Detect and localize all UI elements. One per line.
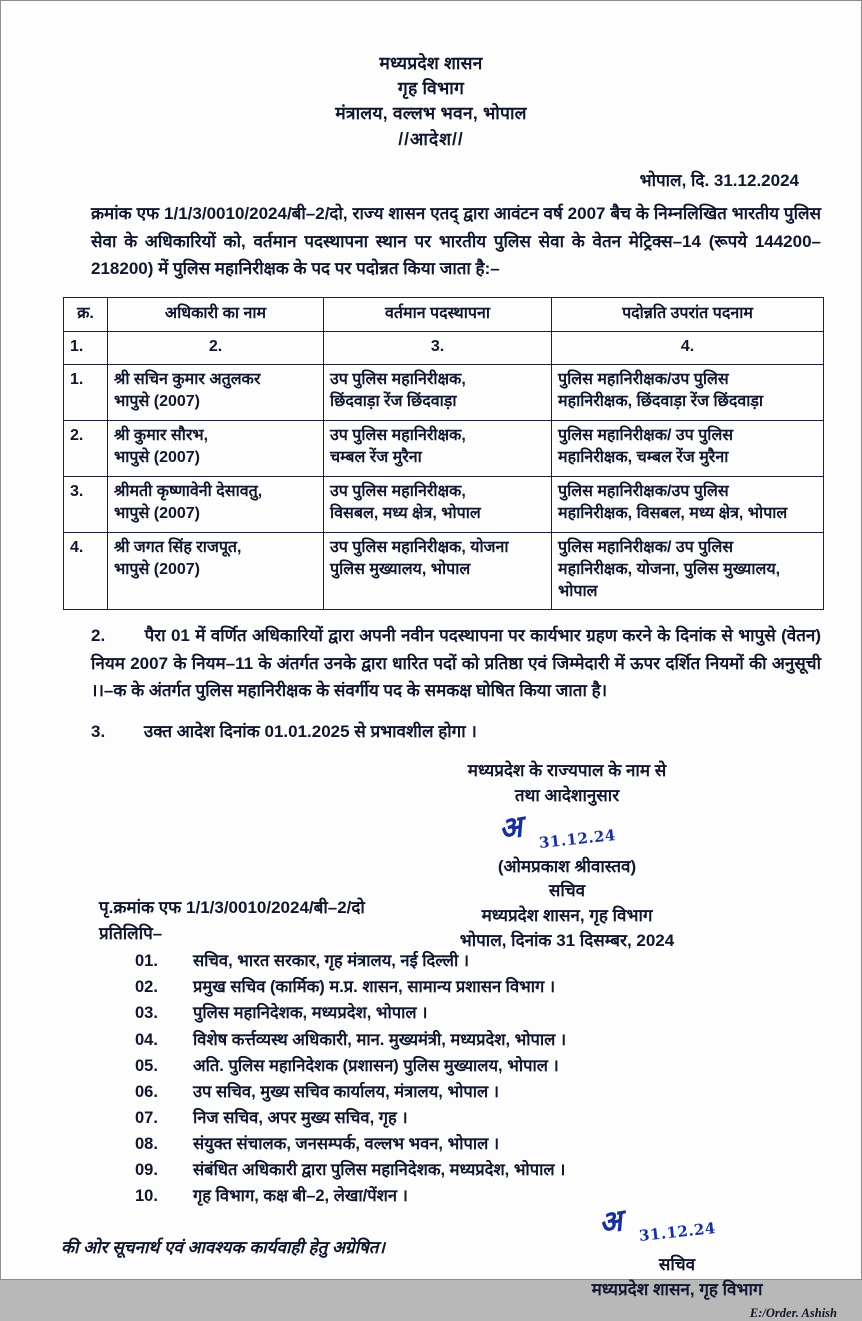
th-current: वर्तमान पदस्थापना	[324, 297, 552, 331]
list-item	[135, 1131, 821, 1157]
list-item-text: संयुक्त संचालक, जनसम्पर्क, वल्लभ भवन, भोपाल ।	[193, 1134, 500, 1153]
by-order-line-2: तथा आदेशानुसार	[514, 786, 620, 806]
th-name: अधिकारी का नाम	[108, 297, 324, 331]
promoted-line: महानिरीक्षक, विसबल, मध्य क्षेत्र, भोपाल	[558, 505, 788, 523]
list-item-index: 01.	[135, 952, 158, 971]
by-order-line-1: मध्यप्रदेश के राज्यपाल के नाम से	[467, 761, 667, 781]
list-item-index: 04.	[135, 1030, 158, 1049]
footer-office: मध्यप्रदेश शासन, गृह विभाग	[591, 1279, 763, 1299]
current-posting-line: विसबल, मध्य क्षेत्र, भोपाल	[330, 505, 481, 523]
current-posting-line: पुलिस मुख्यालय, भोपाल	[330, 561, 471, 579]
row-promoted-designation	[552, 533, 824, 610]
list-item-text: निज सचिव, अपर मुख्य सचिव, गृह ।	[193, 1108, 408, 1127]
list-item	[135, 1183, 821, 1209]
list-item	[135, 1157, 821, 1183]
forwarding-note: की ओर सूचनार्थ एवं आवश्यक कार्यवाही हेतु अग्रेषित।	[61, 1237, 385, 1257]
signatory-designation: सचिव	[548, 881, 586, 901]
list-item-text: पुलिस महानिदेशक, मध्यप्रदेश, भोपाल ।	[193, 1004, 428, 1023]
officer-cadre-line: भापुसे (2007)	[114, 505, 200, 523]
table-column-number-row	[64, 332, 824, 365]
endorsement-ref-number: पृ.क्रमांक एफ 1/1/3/0010/2024/बी–2/दो	[99, 898, 365, 918]
list-item	[135, 1027, 821, 1053]
row-serial: 1.	[64, 365, 108, 421]
table-row	[64, 365, 824, 421]
list-item-index: 02.	[135, 978, 158, 997]
table-row	[64, 477, 824, 533]
officer-name-line: श्री जगत सिंह राजपूत,	[114, 539, 242, 557]
colnum-4: 4.	[552, 332, 824, 365]
promoted-line: पुलिस महानिरीक्षक/ उप पुलिस	[558, 427, 734, 445]
promoted-line: पुलिस महानिरीक्षक/उप पुलिस	[558, 483, 729, 501]
list-item-index: 07.	[135, 1108, 158, 1127]
list-item-index: 03.	[135, 1004, 158, 1023]
list-item-text: गृह विभाग, कक्ष बी–2, लेखा/पेंशन ।	[193, 1186, 408, 1205]
document-masthead	[1, 1, 861, 151]
list-item-index: 09.	[135, 1160, 158, 1179]
row-serial: 3.	[64, 477, 108, 533]
footer-designation: सचिव	[658, 1254, 696, 1274]
department-name: गृह विभाग	[397, 77, 465, 98]
row-promoted-designation	[552, 365, 824, 421]
promoted-line: महानिरीक्षक, छिंदवाड़ा रेंज छिंदवाड़ा	[558, 393, 764, 411]
current-posting-line: उप पुलिस महानिरीक्षक,	[330, 483, 466, 501]
footer-signature	[521, 1203, 833, 1302]
officer-name-line: श्री कुमार सौरभ,	[114, 427, 209, 445]
place-and-date: भोपाल, दि. 31.12.2024	[639, 171, 799, 191]
list-item-index: 06.	[135, 1082, 158, 1101]
row-current-posting	[324, 477, 552, 533]
office-address: मंत्रालय, वल्लभ भवन, भोपाल	[335, 102, 527, 123]
list-item-text: अति. पुलिस महानिदेशक (प्रशासन) पुलिस मुख्यालय, भोपाल ।	[193, 1056, 559, 1075]
officer-cadre-line: भापुसे (2007)	[114, 561, 200, 579]
row-current-posting	[324, 533, 552, 610]
row-serial: 4.	[64, 533, 108, 610]
promoted-line: पुलिस महानिरीक्षक/ उप पुलिस	[558, 539, 734, 557]
footer-block	[61, 1203, 833, 1302]
current-posting-line: उप पुलिस महानिरीक्षक,	[330, 371, 466, 389]
signature-ink-date: 31.12.24	[538, 825, 617, 852]
paragraph-3	[91, 718, 821, 746]
row-promoted-designation	[552, 421, 824, 477]
handwritten-signature	[521, 1203, 833, 1253]
list-item-text: सचिव, भारत सरकार, गृह मंत्रालय, नई दिल्ली ।	[193, 952, 470, 971]
list-item	[135, 1079, 821, 1105]
current-posting-line: छिंदवाड़ा रेंज छिंदवाड़ा	[330, 393, 457, 411]
table-row	[64, 533, 824, 610]
signature-ink-mark: अ	[596, 1203, 625, 1242]
table-row	[64, 421, 824, 477]
paragraph-3-number: 3.	[91, 721, 106, 741]
government-name: मध्यप्रदेश शासन	[379, 53, 483, 73]
promoted-line: महानिरीक्षक, चम्बल रेंज मुरैना	[558, 449, 729, 467]
row-current-posting	[324, 421, 552, 477]
order-label: //आदेश//	[398, 128, 464, 149]
promoted-line: पुलिस महानिरीक्षक/उप पुलिस	[558, 371, 729, 389]
row-serial: 2.	[64, 421, 108, 477]
list-item	[135, 1000, 821, 1026]
signatory-place-date: भोपाल, दिनांक 31 दिसम्बर, 2024	[459, 930, 675, 950]
list-item	[135, 1053, 821, 1079]
list-item-text: विशेष कर्त्तव्यस्थ अधिकारी, मान. मुख्यमंत्री, मध्यप्रदेश, भोपाल ।	[193, 1030, 567, 1049]
document-sheet	[1, 1, 861, 1321]
intro-paragraph: क्रमांक एफ 1/1/3/0010/2024/बी–2/दो, राज्य शासन एतद् द्वारा आवंटन वर्ष 2007 बैच के निम्नलिखित भारतीय पुलिस सेवा के अधिकारियों को, वर्तमान पदस्थापना स्थान पर भारतीय पुलिस सेवा के वेतन मेट्रिक्स–14 (रूपये 144200–218200) में पुलिस महानिरीक्षक के पद पर पदोन्नत किया जाता है:–	[91, 204, 821, 279]
row-officer-name	[108, 421, 324, 477]
paragraph-2	[91, 622, 821, 705]
colnum-2: 2.	[108, 332, 324, 365]
officer-name-line: श्री सचिन कुमार अतुलकर	[114, 371, 261, 389]
table-header-row	[64, 297, 824, 331]
current-posting-line: उप पुलिस महानिरीक्षक,	[330, 427, 466, 445]
officers-table	[63, 297, 824, 610]
list-item-index: 05.	[135, 1056, 158, 1075]
th-promoted: पदोन्नति उपरांत पदनाम	[552, 297, 824, 331]
list-item-index: 10.	[135, 1186, 158, 1205]
list-item	[135, 974, 821, 1000]
list-item-text: प्रमुख सचिव (कार्मिक) म.प्र. शासन, सामान्य प्रशासन विभाग ।	[193, 978, 556, 997]
endorsement-list	[99, 948, 821, 1209]
row-promoted-designation	[552, 477, 824, 533]
officer-cadre-line: भापुसे (2007)	[114, 449, 200, 467]
paragraph-2-text: पैरा 01 में वर्णित अधिकारियों द्वारा अपनी नवीन पदस्थापना पर कार्यभार ग्रहण करने के दिनांक से भापुसे (वेतन) नियम 2007 के नियम–11 के अंतर्गत उनके द्वारा धारित पदों को प्रतिष्ठा एवं जिम्मेदारी में ऊपर दर्शित नियमों की अनुसूची ।।–क के अंतर्गत पुलिस महानिरीक्षक के संवर्गीय पद के समकक्ष घोषित किया जाता है।	[91, 626, 821, 701]
handwritten-signature	[301, 809, 833, 855]
paragraph-3-text: उक्त आदेश दिनांक 01.01.2025 से प्रभावशील होगा ।	[143, 721, 477, 741]
row-officer-name	[108, 365, 324, 421]
officer-cadre-line: भापुसे (2007)	[114, 393, 200, 411]
promoted-line: महानिरीक्षक, योजना, पुलिस मुख्यालय,	[558, 561, 781, 579]
list-item-text: संबंधित अधिकारी द्वारा पुलिस महानिदेशक, मध्यप्रदेश, भोपाल ।	[193, 1160, 566, 1179]
colnum-3: 3.	[324, 332, 552, 365]
file-reference: E:/Order. Ashish	[749, 1306, 837, 1321]
signature-ink-date: 31.12.24	[638, 1218, 717, 1245]
list-item-index: 08.	[135, 1134, 158, 1153]
row-officer-name	[108, 477, 324, 533]
signatory-office: मध्यप्रदेश शासन, गृह विभाग	[481, 906, 653, 926]
colnum-1: 1.	[64, 332, 108, 365]
signatory-name: (ओमप्रकाश श्रीवास्तव)	[497, 856, 637, 876]
current-posting-line: उप पुलिस महानिरीक्षक, योजना	[330, 539, 509, 557]
th-serial: क्र.	[64, 297, 108, 331]
promoted-line: भोपाल	[558, 583, 598, 601]
current-posting-line: चम्बल रेंज मुरैना	[330, 449, 422, 467]
paragraph-2-number: 2.	[91, 626, 106, 646]
officers-table-wrapper	[63, 297, 821, 610]
row-current-posting	[324, 365, 552, 421]
list-item	[135, 1105, 821, 1131]
row-officer-name	[108, 533, 324, 610]
endorsement-copy-label: प्रतिलिपि–	[99, 923, 163, 943]
officer-name-line: श्रीमती कृष्णावेनी देसावतु,	[114, 483, 263, 501]
signature-ink-mark: अ	[496, 809, 525, 848]
list-item-text: उप सचिव, मुख्य सचिव कार्यालय, मंत्रालय, भोपाल ।	[193, 1082, 500, 1101]
